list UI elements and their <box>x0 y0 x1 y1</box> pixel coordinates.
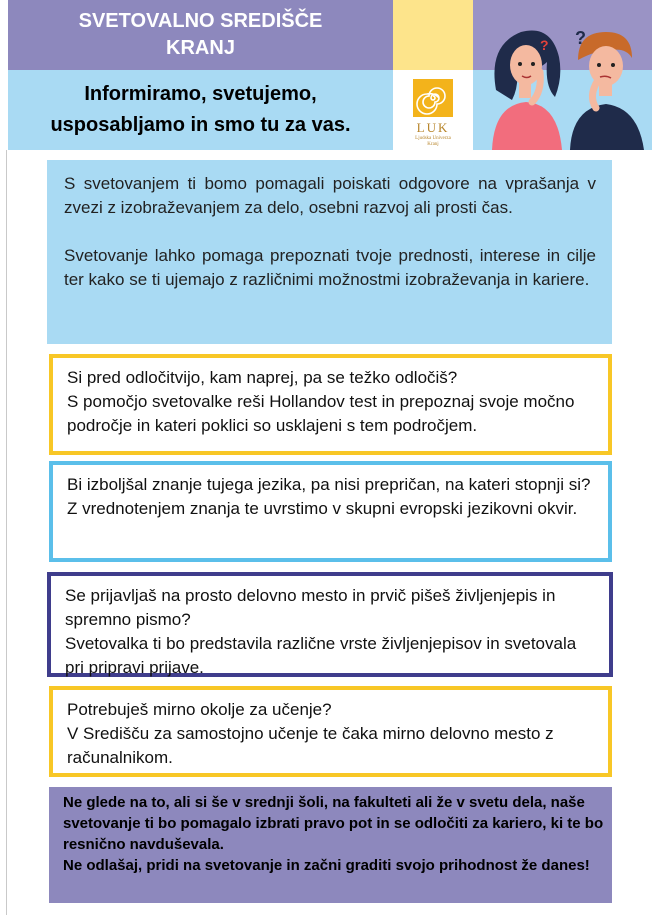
logo-wordmark: LUK <box>416 120 450 135</box>
info-box-language-level: Bi izboljšal znanje tujega jezika, pa nisi prepričan, na kateri stopnji si? Z vrednotenjem znanja te uvrstimo v skupni evropski jezikovni okvir. <box>49 461 612 562</box>
confused-people-illustration <box>478 10 648 150</box>
question-mark-1: ? <box>540 37 549 53</box>
info-box-career-choice: Si pred odločitvijo, kam naprej, pa se težko odločiš? S pomočjo svetovalke reši Hollandov test in prepoznaj svoje močno področje in kateri poklici so usklajeni s tem področjem. <box>49 354 612 455</box>
question-mark-2: ? <box>575 28 586 48</box>
page-edge-line <box>6 150 7 915</box>
intro-box <box>47 160 612 344</box>
info-box-cv-writing: Se prijavljaš na prosto delovno mesto in prvič pišeš življenjepis in spremno pismo? Svetovalka ti bo predstavila različne vrste življenjepisov in svetovala pri pripravi prijave. <box>47 572 613 677</box>
closing-call-to-action: Ne glede na to, ali si še v srednji šoli, na fakulteti ali že v svetu dela, naše svetovanje ti bo pomagalo izbrati pravo pot in se odločiti za kariero, ki te bo resnično navduševala. Ne odlašaj, pridi na svetovanje in začni graditi svojo prihodnost že danes! <box>49 787 612 903</box>
info-box-learning-space: Potrebuješ mirno okolje za učenje? V Središču za samostojno učenje te čaka mirno delovno mesto z računalnikom. <box>49 686 612 777</box>
spiral-logo-icon <box>412 78 454 118</box>
logo-subtext: Ljudska Univerza Kranj <box>415 136 451 147</box>
header-subtitle: Informiramo, svetujemo, usposabljamo in smo tu za vas. <box>8 70 393 150</box>
header-accent-block <box>393 0 473 70</box>
header-title: SVETOVALNO SREDIŠČE KRANJ <box>8 0 393 70</box>
intro-paragraph-2: Svetovanje lahko pomaga prepoznati tvoje prednosti, interese in cilje ter kako se ti ujemajo z različnimi možnostmi izobraževanja in kariere. <box>64 246 596 289</box>
intro-paragraph-1: S svetovanjem ti bomo pomagali poiskati odgovore na vprašanja v zvezi z izobraževanjem za delo, osebni razvoj ali prosti čas. <box>64 174 596 217</box>
